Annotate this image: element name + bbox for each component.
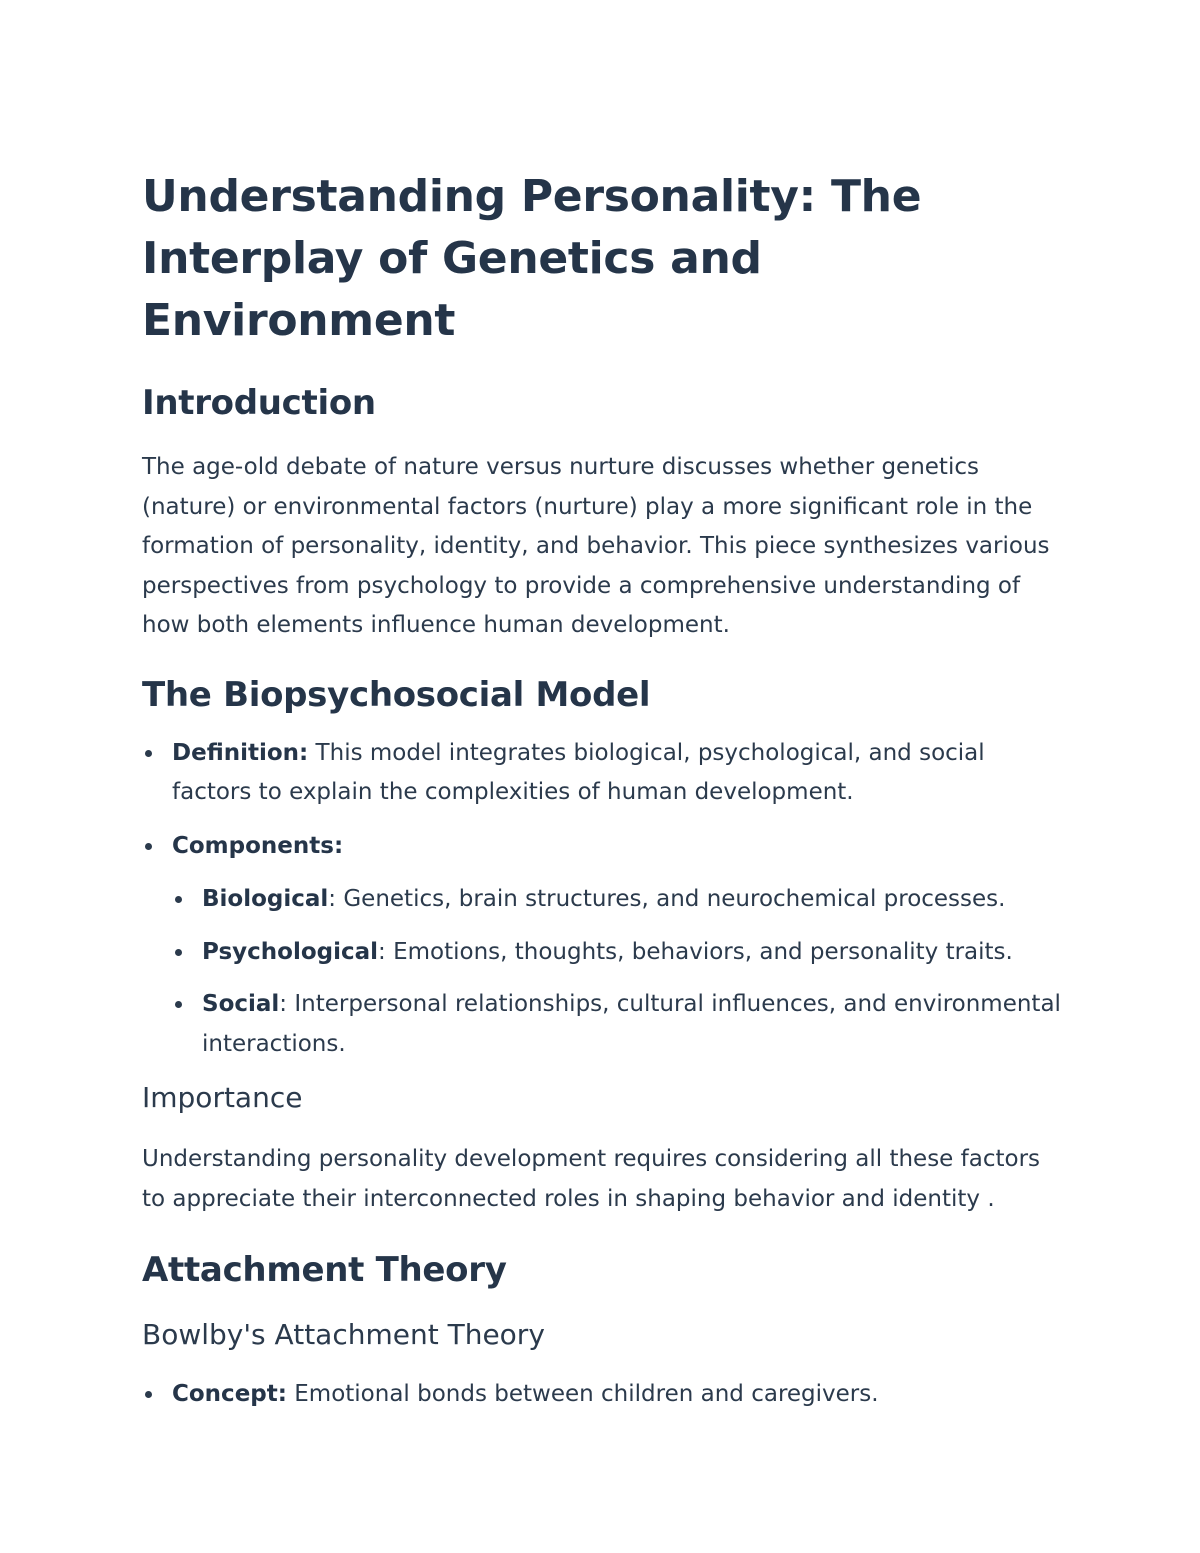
concept-text: Emotional bonds between children and caregivers. [286, 1381, 879, 1407]
list-item-concept [142, 1375, 1062, 1415]
document-title: Understanding Personality: The Interplay of Genetics and Environment [142, 171, 922, 346]
document-page [142, 166, 1062, 1415]
bullet-icon [175, 1001, 182, 1008]
concept-term: Concept: [172, 1381, 287, 1407]
social-term: Social [202, 991, 280, 1017]
biological-text: : Genetics, brain structures, and neurochemical processes. [328, 886, 1006, 912]
definition-text: This model integrates biological, psychological, and social factors to explain the complexities of human development. [172, 739, 985, 805]
bowlby-heading: Bowlby's Attachment Theory [142, 1318, 545, 1351]
bullet-icon [175, 949, 182, 956]
list-item-definition [142, 734, 1062, 813]
list-item-components [142, 827, 1062, 1065]
attachment-theory-heading: Attachment Theory [142, 1250, 507, 1290]
definition-term: Definition: [172, 739, 309, 766]
psychological-term: Psychological [202, 938, 379, 965]
components-sublist [172, 880, 1062, 1064]
psychological-text: : Emotions, thoughts, behaviors, and personality traits. [378, 938, 1013, 965]
sublist-item-social [172, 985, 1062, 1064]
sublist-item-biological [172, 880, 1062, 920]
introduction-paragraph: The age-old debate of nature versus nurture discusses whether genetics (nature) or environmental factors (nurture) play a more significant role in the formation of personality, identity, and behavior. This piece synthesizes various perspectives from psychology to provide a comprehensive understanding of how both elements influence human development. [142, 454, 1050, 638]
importance-paragraph: Understanding personality development requires considering all these factors to appreciate their interconnected roles in shaping behavior and identity . [142, 1146, 1041, 1212]
sublist-item-psychological [172, 933, 1062, 973]
importance-heading: Importance [142, 1081, 303, 1114]
bullet-icon [145, 1391, 152, 1398]
biopsychosocial-list [142, 734, 1062, 1065]
bullet-icon [145, 750, 152, 757]
social-text: : Interpersonal relationships, cultural influences, and environmental interactions. [202, 991, 1061, 1057]
bullet-icon [145, 843, 152, 850]
biological-term: Biological [202, 886, 329, 912]
introduction-heading: Introduction [142, 383, 376, 423]
components-term: Components: [172, 832, 344, 859]
bullet-icon [175, 896, 182, 903]
bowlby-list [142, 1375, 1062, 1415]
biopsychosocial-heading: The Biopsychosocial Model [142, 674, 651, 715]
